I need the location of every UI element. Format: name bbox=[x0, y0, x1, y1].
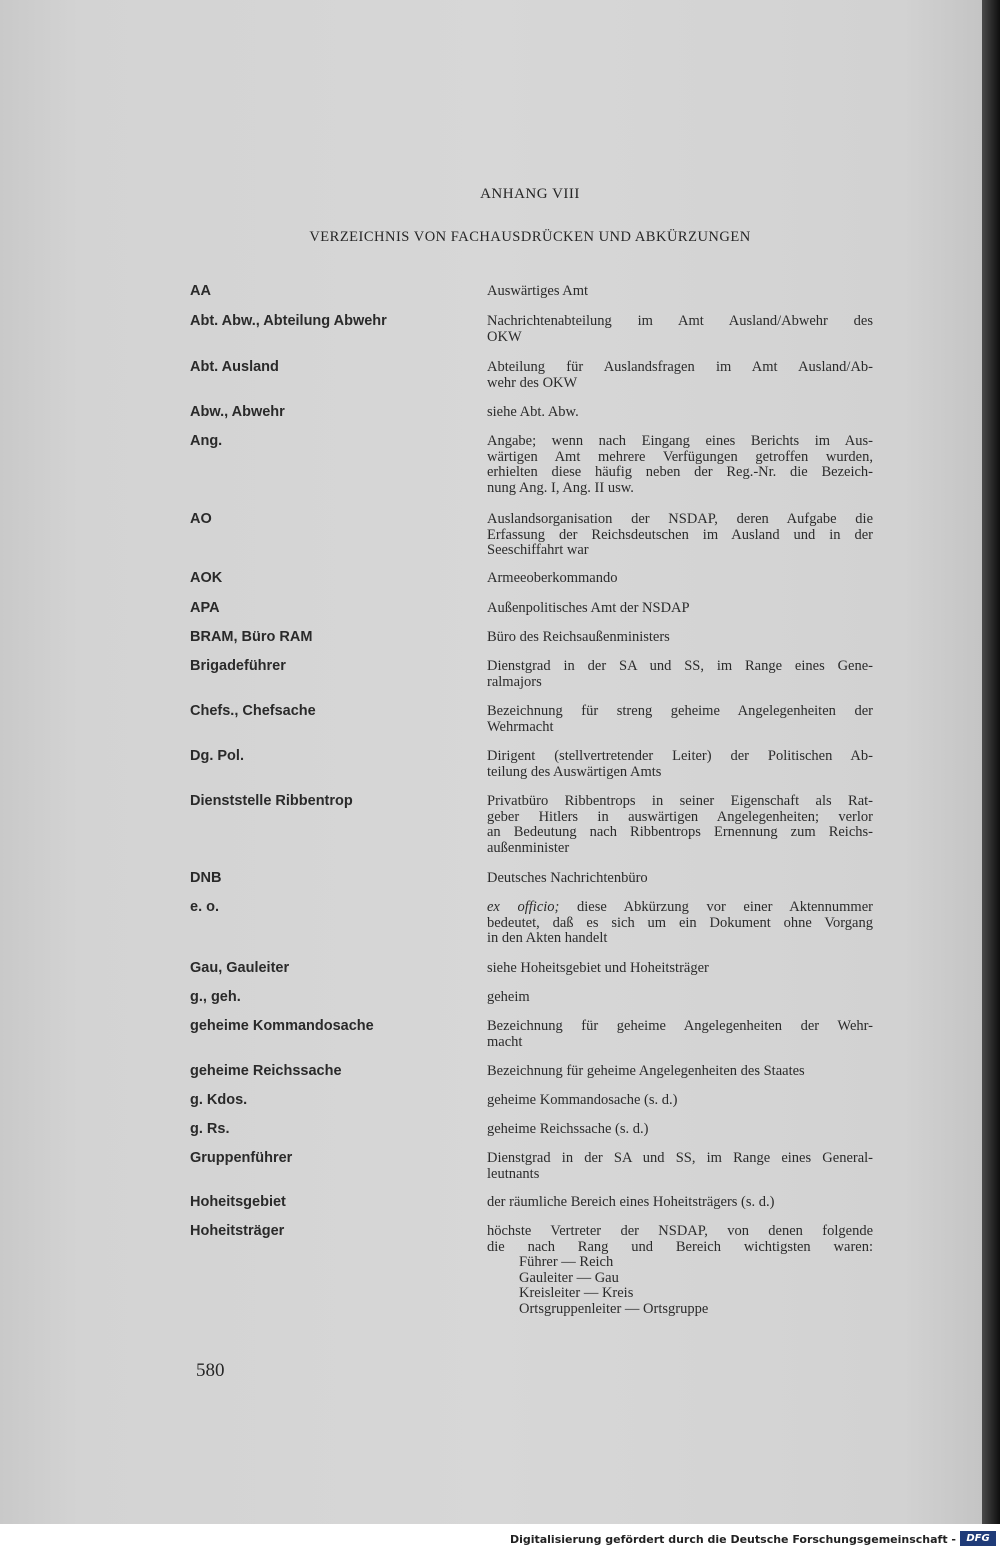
footer-credit: Digitalisierung gefördert durch die Deutsche Forschungsgemeinschaft - bbox=[509, 1533, 956, 1546]
definition-line: leutnants bbox=[487, 1165, 540, 1182]
scan-edge bbox=[982, 0, 1000, 1554]
glossary-definition bbox=[487, 630, 873, 646]
glossary-term: Dienststelle Ribbentrop bbox=[190, 793, 353, 809]
glossary-term: APA bbox=[190, 600, 220, 616]
glossary-definition bbox=[487, 1224, 873, 1318]
glossary-definition bbox=[487, 314, 873, 345]
glossary-definition bbox=[487, 659, 873, 690]
glossary-term: g. Rs. bbox=[190, 1121, 230, 1137]
glossary-definition bbox=[487, 1064, 873, 1080]
definition-line: wehr des OKW bbox=[487, 374, 578, 391]
glossary-term: Dg. Pol. bbox=[190, 748, 244, 764]
glossary-definition bbox=[487, 749, 873, 780]
glossary-definition bbox=[487, 512, 873, 559]
definition-line: bedeutet, daß es sich um ein Dokument ohne Vorgang bbox=[487, 914, 873, 931]
glossary-term: g., geh. bbox=[190, 989, 241, 1005]
glossary-definition bbox=[487, 284, 873, 300]
glossary-definition bbox=[487, 571, 873, 587]
glossary-definition bbox=[487, 405, 873, 421]
definition-line: nung Ang. I, Ang. II usw. bbox=[487, 479, 634, 496]
definition-line: siehe Abt. Abw. bbox=[487, 404, 579, 420]
definition-line: Büro des Reichsaußenministers bbox=[487, 629, 670, 645]
glossary-definition bbox=[487, 704, 873, 735]
glossary-term: geheime Reichssache bbox=[190, 1063, 342, 1079]
definition-line: Deutsches Nachrichtenbüro bbox=[487, 870, 648, 886]
definition-line: der räumliche Bereich eines Hoheitsträgers (s. d.) bbox=[487, 1194, 775, 1210]
definition-line: siehe Hoheitsgebiet und Hoheitsträger bbox=[487, 960, 709, 976]
definition-line: Dienstgrad in der SA und SS, im Range eines General- bbox=[487, 1150, 873, 1166]
definition-line: Abteilung für Auslandsfragen im Amt Ausland/Ab- bbox=[487, 359, 873, 375]
glossary-term: Abw., Abwehr bbox=[190, 404, 285, 420]
definition-line: geheime Kommandosache (s. d.) bbox=[487, 1092, 678, 1108]
definition-line: Auslandsorganisation der NSDAP, deren Aufgabe die bbox=[487, 511, 873, 527]
glossary-definition bbox=[487, 360, 873, 391]
list-title: VERZEICHNIS VON FACHAUSDRÜCKEN UND ABKÜRZUNGEN bbox=[309, 229, 751, 245]
definition-line: die nach Rang und Bereich wichtigsten waren: bbox=[487, 1238, 873, 1255]
glossary-term: Hoheitsgebiet bbox=[190, 1194, 286, 1210]
glossary-definition bbox=[487, 434, 873, 496]
glossary-term: g. Kdos. bbox=[190, 1092, 248, 1108]
definition-line: geheim bbox=[487, 989, 530, 1005]
glossary-term: Hoheitsträger bbox=[190, 1223, 285, 1239]
definition-line: OKW bbox=[487, 328, 522, 345]
sublist-item: Kreisleiter — Kreis bbox=[519, 1285, 634, 1302]
definition-line: Privatbüro Ribbentrops in seiner Eigenschaft als Rat- bbox=[487, 793, 873, 809]
dfg-logo-icon: DFG bbox=[960, 1531, 996, 1546]
definition-line: höchste Vertreter der NSDAP, von denen folgende bbox=[487, 1223, 873, 1239]
page-number: 580 bbox=[196, 1360, 225, 1381]
glossary-term: AO bbox=[190, 511, 212, 527]
definition-line: Wehrmacht bbox=[487, 718, 554, 735]
definition-line: Seeschiffahrt war bbox=[487, 542, 589, 559]
definition-line: Bezeichnung für geheime Angelegenheiten der Wehr- bbox=[487, 1018, 873, 1034]
glossary-definition bbox=[487, 961, 873, 977]
glossary-term: Abt. Abw., Abteilung Abwehr bbox=[190, 313, 387, 329]
glossary-definition bbox=[487, 1195, 873, 1211]
glossary-term: BRAM, Büro RAM bbox=[190, 629, 313, 645]
definition-line: ralmajors bbox=[487, 673, 542, 690]
glossary-term: Gau, Gauleiter bbox=[190, 960, 290, 976]
glossary-term: AOK bbox=[190, 570, 223, 586]
glossary-term: Chefs., Chefsache bbox=[190, 703, 316, 719]
definition-text: diese Abkürzung vor einer Aktennummer bbox=[559, 899, 873, 915]
definition-line: Außenpolitisches Amt der NSDAP bbox=[487, 600, 690, 616]
glossary-definition bbox=[487, 1122, 873, 1138]
definition-line: Nachrichtenabteilung im Amt Ausland/Abwehr des bbox=[487, 313, 873, 329]
definition-line: geheime Reichssache (s. d.) bbox=[487, 1121, 649, 1137]
glossary-term: Ang. bbox=[190, 433, 223, 449]
definition-line: teilung des Auswärtigen Amts bbox=[487, 763, 662, 780]
glossary-definition bbox=[487, 1093, 873, 1109]
definition-line: außenminister bbox=[487, 839, 570, 856]
definition-line: Dienstgrad in der SA und SS, im Range eines Gene- bbox=[487, 658, 873, 674]
glossary-term: geheime Kommandosache bbox=[190, 1018, 374, 1034]
glossary-definition bbox=[487, 1151, 873, 1182]
glossary-definition bbox=[487, 794, 873, 856]
sublist-item: Gauleiter — Gau bbox=[519, 1269, 619, 1286]
definition-line: wärtigen Amt mehrere Verfügungen getroffen wurden, bbox=[487, 448, 873, 465]
definition-line: Bezeichnung für streng geheime Angelegenheiten der bbox=[487, 703, 873, 719]
glossary-term: Brigadeführer bbox=[190, 658, 286, 674]
footer-bar bbox=[0, 1524, 1000, 1554]
definition-line: Dirigent (stellvertretender Leiter) der Politischen Ab- bbox=[487, 748, 873, 764]
glossary-term: e. o. bbox=[190, 899, 220, 915]
definition-line: macht bbox=[487, 1033, 523, 1050]
glossary-term: DNB bbox=[190, 870, 222, 886]
appendix-title: ANHANG VIII bbox=[480, 186, 580, 202]
definition-line: in den Akten handelt bbox=[487, 930, 608, 947]
glossary-definition bbox=[487, 990, 873, 1006]
definition-line: Bezeichnung für geheime Angelegenheiten des Staates bbox=[487, 1063, 805, 1079]
definition-line: erhielten diese häufig neben der Reg.-Nr. die Bezeich- bbox=[487, 464, 873, 481]
glossary-definition bbox=[487, 1019, 873, 1050]
sublist-item: Ortsgruppenleiter — Ortsgruppe bbox=[519, 1300, 709, 1317]
glossary-definition bbox=[487, 601, 873, 617]
definition-line: geber Hitlers in auswärtigen Angelegenheiten; verlor bbox=[487, 808, 873, 825]
definition-line: Angabe; wenn nach Eingang eines Berichts im Aus- bbox=[487, 433, 873, 449]
glossary-term: AA bbox=[190, 283, 211, 299]
definition-italic: ex officio; bbox=[487, 899, 560, 915]
glossary-term: Abt. Ausland bbox=[190, 359, 279, 375]
glossary-definition bbox=[487, 871, 873, 887]
glossary-term: Gruppenführer bbox=[190, 1150, 293, 1166]
definition-line: Auswärtiges Amt bbox=[487, 283, 589, 299]
definition-line: an Bedeutung nach Ribbentrops Ernennung zum Reichs- bbox=[487, 824, 873, 841]
definition-line bbox=[487, 900, 873, 916]
definition-line: Armeeoberkommando bbox=[487, 570, 618, 586]
definition-line: Erfassung der Reichsdeutschen im Ausland und in der bbox=[487, 526, 873, 543]
glossary-definition bbox=[487, 900, 873, 947]
sublist-item: Führer — Reich bbox=[519, 1254, 614, 1271]
